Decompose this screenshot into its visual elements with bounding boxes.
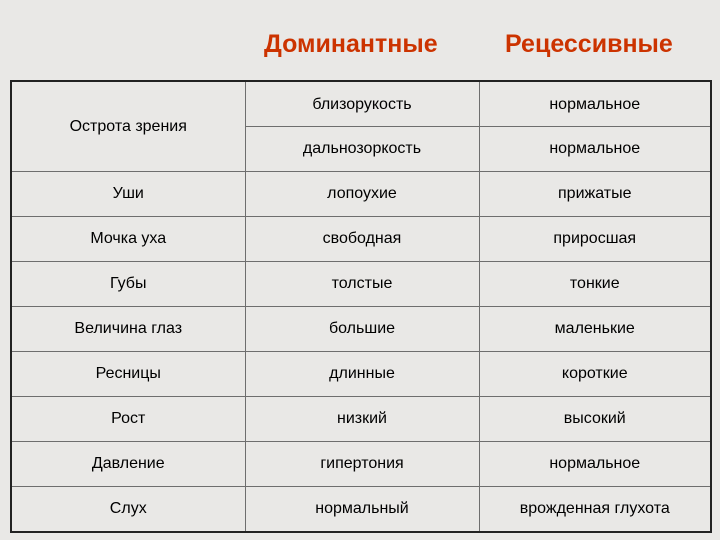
table-row: [11, 262, 711, 307]
recessive-cell: прижатые: [479, 172, 711, 217]
table-row: [11, 352, 711, 397]
recessive-cell: приросшая: [479, 217, 711, 262]
trait-cell: Давление: [11, 442, 245, 487]
table-row: [11, 487, 711, 533]
trait-cell: Величина глаз: [11, 307, 245, 352]
table-row: [11, 442, 711, 487]
column-headers: [0, 30, 720, 70]
dominant-cell: большие: [245, 307, 479, 352]
dominant-header: Доминантные: [264, 30, 438, 58]
table-row: [11, 307, 711, 352]
dominant-cell: лопоухие: [245, 172, 479, 217]
trait-cell: Губы: [11, 262, 245, 307]
traits-table: [10, 80, 712, 533]
dominant-cell: длинные: [245, 352, 479, 397]
recessive-cell: нормальное: [479, 81, 711, 127]
dominant-cell: близорукость: [245, 81, 479, 127]
table-row: [11, 397, 711, 442]
recessive-cell: врожденная глухота: [479, 487, 711, 533]
recessive-cell: высокий: [479, 397, 711, 442]
trait-cell: Мочка уха: [11, 217, 245, 262]
table-row: [11, 172, 711, 217]
trait-cell: Рост: [11, 397, 245, 442]
recessive-cell: нормальное: [479, 442, 711, 487]
table-row: [11, 217, 711, 262]
trait-cell: Уши: [11, 172, 245, 217]
recessive-cell: нормальное: [479, 127, 711, 172]
recessive-header: Рецессивные: [505, 30, 673, 58]
recessive-cell: тонкие: [479, 262, 711, 307]
dominant-cell: низкий: [245, 397, 479, 442]
trait-cell: Слух: [11, 487, 245, 533]
recessive-cell: маленькие: [479, 307, 711, 352]
recessive-cell: короткие: [479, 352, 711, 397]
dominant-cell: дальнозоркость: [245, 127, 479, 172]
trait-cell: Ресницы: [11, 352, 245, 397]
dominant-cell: толстые: [245, 262, 479, 307]
dominant-cell: гипертония: [245, 442, 479, 487]
table-row: [11, 81, 711, 127]
dominant-cell: нормальный: [245, 487, 479, 533]
trait-cell: Острота зрения: [11, 81, 245, 172]
dominant-cell: свободная: [245, 217, 479, 262]
